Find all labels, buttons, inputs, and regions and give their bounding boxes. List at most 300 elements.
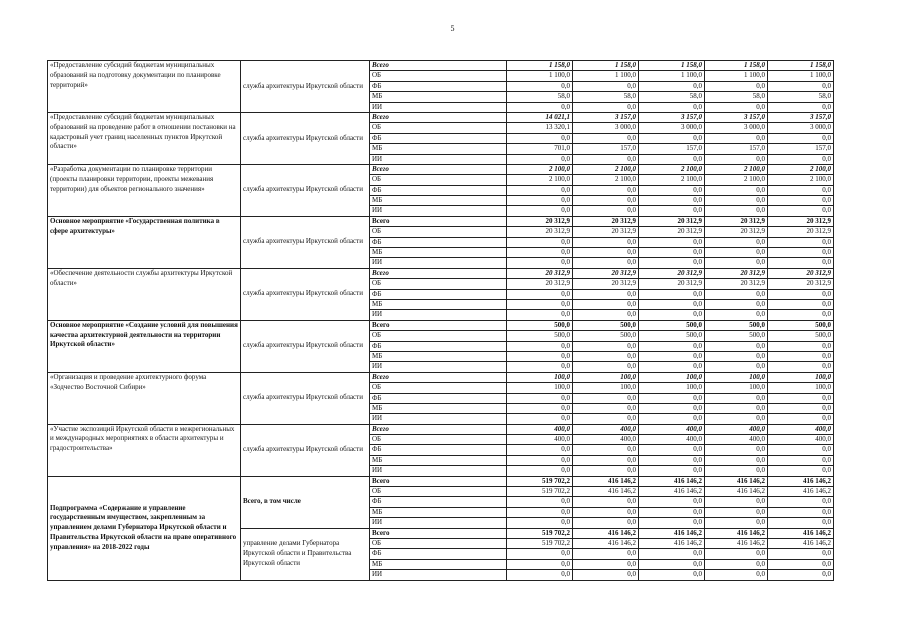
source-label: ФБ: [370, 445, 507, 455]
source-label: Всего: [370, 320, 507, 330]
amount-cell: 0,0: [705, 393, 768, 403]
amount-cell: 3 000,0: [639, 123, 705, 133]
source-label: МБ: [370, 559, 507, 569]
amount-cell: 1 158,0: [705, 61, 768, 71]
amount-cell: 157,0: [705, 144, 768, 154]
amount-cell: 0,0: [768, 237, 834, 247]
source-label: ОБ: [370, 331, 507, 341]
amount-cell: 58,0: [705, 92, 768, 102]
amount-cell: 20 312,9: [768, 216, 834, 226]
amount-cell: 100,0: [705, 372, 768, 382]
amount-cell: 416 146,2: [705, 528, 768, 538]
amount-cell: 0,0: [573, 466, 639, 476]
table-row: [48, 372, 834, 382]
executor: служба архитектуры Иркутской области: [241, 268, 370, 320]
amount-cell: 3 157,0: [768, 112, 834, 122]
amount-cell: 0,0: [705, 102, 768, 112]
amount-cell: 0,0: [705, 248, 768, 258]
amount-cell: 2 100,0: [507, 175, 573, 185]
amount-cell: 0,0: [705, 570, 768, 580]
amount-cell: 0,0: [507, 507, 573, 517]
source-label: ФБ: [370, 497, 507, 507]
amount-cell: 2 100,0: [639, 175, 705, 185]
amount-cell: 400,0: [573, 435, 639, 445]
amount-cell: 0,0: [573, 414, 639, 424]
amount-cell: 0,0: [507, 237, 573, 247]
amount-cell: 0,0: [639, 299, 705, 309]
amount-cell: 0,0: [507, 497, 573, 507]
amount-cell: 0,0: [768, 289, 834, 299]
amount-cell: 0,0: [507, 559, 573, 569]
amount-cell: 0,0: [639, 102, 705, 112]
amount-cell: 0,0: [573, 518, 639, 528]
amount-cell: 0,0: [639, 362, 705, 372]
amount-cell: 0,0: [507, 570, 573, 580]
amount-cell: 416 146,2: [768, 538, 834, 548]
amount-cell: 0,0: [639, 403, 705, 413]
source-label: Всего: [370, 476, 507, 486]
amount-cell: 0,0: [573, 507, 639, 517]
source-label: ФБ: [370, 549, 507, 559]
amount-cell: 20 312,9: [507, 227, 573, 237]
amount-cell: 0,0: [573, 196, 639, 206]
amount-cell: 157,0: [639, 144, 705, 154]
table-row: [48, 320, 834, 330]
amount-cell: 0,0: [768, 393, 834, 403]
amount-cell: 500,0: [639, 331, 705, 341]
amount-cell: 3 157,0: [573, 112, 639, 122]
amount-cell: 0,0: [507, 310, 573, 320]
amount-cell: 0,0: [573, 133, 639, 143]
amount-cell: 58,0: [573, 92, 639, 102]
amount-cell: 0,0: [507, 351, 573, 361]
amount-cell: 0,0: [768, 507, 834, 517]
amount-cell: 400,0: [507, 435, 573, 445]
amount-cell: 0,0: [639, 237, 705, 247]
amount-cell: 100,0: [639, 383, 705, 393]
amount-cell: 416 146,2: [639, 538, 705, 548]
source-label: ОБ: [370, 538, 507, 548]
amount-cell: 1 158,0: [507, 61, 573, 71]
source-label: ИИ: [370, 362, 507, 372]
amount-cell: 0,0: [639, 341, 705, 351]
amount-cell: 0,0: [639, 445, 705, 455]
amount-cell: 0,0: [768, 403, 834, 413]
amount-cell: 0,0: [705, 196, 768, 206]
amount-cell: 0,0: [639, 196, 705, 206]
source-label: ОБ: [370, 227, 507, 237]
source-label: Всего: [370, 528, 507, 538]
amount-cell: 0,0: [768, 466, 834, 476]
source-label: ОБ: [370, 175, 507, 185]
amount-cell: 20 312,9: [573, 268, 639, 278]
amount-cell: 3 000,0: [768, 123, 834, 133]
amount-cell: 1 100,0: [705, 71, 768, 81]
source-label: ОБ: [370, 435, 507, 445]
amount-cell: 0,0: [507, 414, 573, 424]
source-label: Всего: [370, 112, 507, 122]
amount-cell: 0,0: [768, 497, 834, 507]
source-label: МБ: [370, 196, 507, 206]
amount-cell: 0,0: [507, 393, 573, 403]
amount-cell: 0,0: [639, 497, 705, 507]
amount-cell: 400,0: [768, 435, 834, 445]
amount-cell: 2 100,0: [768, 175, 834, 185]
amount-cell: 0,0: [705, 559, 768, 569]
executor: служба архитектуры Иркутской области: [241, 112, 370, 164]
amount-cell: 0,0: [573, 248, 639, 258]
amount-cell: 0,0: [639, 248, 705, 258]
amount-cell: 0,0: [507, 133, 573, 143]
source-label: ИИ: [370, 102, 507, 112]
budget-table: [47, 60, 834, 581]
amount-cell: 0,0: [573, 154, 639, 164]
amount-cell: 0,0: [573, 403, 639, 413]
amount-cell: 0,0: [507, 466, 573, 476]
amount-cell: 0,0: [639, 393, 705, 403]
amount-cell: 0,0: [507, 445, 573, 455]
amount-cell: 2 100,0: [573, 175, 639, 185]
source-label: Всего: [370, 61, 507, 71]
amount-cell: 0,0: [507, 196, 573, 206]
amount-cell: 416 146,2: [768, 487, 834, 497]
amount-cell: 0,0: [639, 154, 705, 164]
amount-cell: 500,0: [507, 320, 573, 330]
amount-cell: 0,0: [639, 185, 705, 195]
amount-cell: 0,0: [705, 341, 768, 351]
amount-cell: 0,0: [768, 559, 834, 569]
amount-cell: 0,0: [768, 206, 834, 216]
amount-cell: 100,0: [507, 383, 573, 393]
amount-cell: 100,0: [768, 383, 834, 393]
amount-cell: 0,0: [705, 549, 768, 559]
table-row: [48, 268, 834, 278]
amount-cell: 3 000,0: [705, 123, 768, 133]
source-label: ИИ: [370, 258, 507, 268]
source-label: ИИ: [370, 154, 507, 164]
amount-cell: 0,0: [639, 549, 705, 559]
source-label: ОБ: [370, 123, 507, 133]
amount-cell: 416 146,2: [639, 487, 705, 497]
amount-cell: 416 146,2: [705, 476, 768, 486]
amount-cell: 3 157,0: [705, 112, 768, 122]
amount-cell: 20 312,9: [639, 227, 705, 237]
amount-cell: 0,0: [768, 133, 834, 143]
source-label: МБ: [370, 455, 507, 465]
amount-cell: 100,0: [768, 372, 834, 382]
amount-cell: 20 312,9: [705, 268, 768, 278]
amount-cell: 14 021,1: [507, 112, 573, 122]
amount-cell: 2 100,0: [639, 164, 705, 174]
amount-cell: 0,0: [768, 185, 834, 195]
amount-cell: 3 157,0: [639, 112, 705, 122]
amount-cell: 0,0: [705, 445, 768, 455]
amount-cell: 0,0: [639, 206, 705, 216]
amount-cell: 416 146,2: [573, 538, 639, 548]
source-label: ОБ: [370, 383, 507, 393]
amount-cell: 0,0: [639, 258, 705, 268]
table-body: [48, 61, 834, 581]
amount-cell: 0,0: [507, 362, 573, 372]
amount-cell: 0,0: [768, 549, 834, 559]
amount-cell: 0,0: [705, 81, 768, 91]
amount-cell: 0,0: [768, 414, 834, 424]
amount-cell: 58,0: [639, 92, 705, 102]
source-label: Всего: [370, 216, 507, 226]
amount-cell: 0,0: [768, 299, 834, 309]
executor: служба архитектуры Иркутской области: [241, 320, 370, 372]
amount-cell: 3 000,0: [573, 123, 639, 133]
amount-cell: 0,0: [573, 258, 639, 268]
amount-cell: 1 100,0: [768, 71, 834, 81]
amount-cell: 0,0: [573, 299, 639, 309]
amount-cell: 0,0: [507, 518, 573, 528]
amount-cell: 0,0: [507, 403, 573, 413]
amount-cell: 500,0: [639, 320, 705, 330]
amount-cell: 0,0: [573, 559, 639, 569]
source-label: ИИ: [370, 206, 507, 216]
amount-cell: 416 146,2: [768, 528, 834, 538]
amount-cell: 13 320,1: [507, 123, 573, 133]
amount-cell: 0,0: [573, 445, 639, 455]
amount-cell: 519 702,2: [507, 538, 573, 548]
amount-cell: 20 312,9: [705, 227, 768, 237]
amount-cell: 416 146,2: [705, 538, 768, 548]
amount-cell: 0,0: [573, 351, 639, 361]
amount-cell: 0,0: [705, 310, 768, 320]
amount-cell: 0,0: [573, 362, 639, 372]
amount-cell: 20 312,9: [507, 279, 573, 289]
amount-cell: 0,0: [768, 341, 834, 351]
amount-cell: 0,0: [705, 185, 768, 195]
source-label: МБ: [370, 248, 507, 258]
executor: служба архитектуры Иркутской области: [241, 424, 370, 476]
amount-cell: 20 312,9: [507, 216, 573, 226]
activity-name: Основное мероприятие «Создание условий для повышения качества архитектурной деятельности на территории Иркутской области»: [48, 320, 241, 372]
amount-cell: 0,0: [705, 414, 768, 424]
amount-cell: 1 158,0: [639, 61, 705, 71]
amount-cell: 416 146,2: [573, 487, 639, 497]
source-label: ФБ: [370, 185, 507, 195]
amount-cell: 0,0: [705, 206, 768, 216]
amount-cell: 2 100,0: [507, 164, 573, 174]
amount-cell: 0,0: [768, 570, 834, 580]
source-label: ИИ: [370, 414, 507, 424]
amount-cell: 0,0: [639, 570, 705, 580]
source-label: Всего: [370, 424, 507, 434]
source-label: Всего: [370, 372, 507, 382]
amount-cell: 0,0: [507, 102, 573, 112]
amount-cell: 400,0: [639, 435, 705, 445]
amount-cell: 0,0: [573, 549, 639, 559]
amount-cell: 20 312,9: [705, 216, 768, 226]
source-label: ФБ: [370, 341, 507, 351]
amount-cell: 500,0: [573, 320, 639, 330]
amount-cell: 416 146,2: [705, 487, 768, 497]
amount-cell: 500,0: [573, 331, 639, 341]
executor: служба архитектуры Иркутской области: [241, 216, 370, 268]
amount-cell: 2 100,0: [573, 164, 639, 174]
amount-cell: 0,0: [768, 154, 834, 164]
source-label: ИИ: [370, 466, 507, 476]
amount-cell: 0,0: [768, 81, 834, 91]
source-label: ИИ: [370, 310, 507, 320]
amount-cell: 58,0: [507, 92, 573, 102]
table-row: [48, 112, 834, 122]
executor: управление делами Губернатора Иркутской области и Правительства Иркутской области: [241, 528, 370, 580]
amount-cell: 0,0: [768, 518, 834, 528]
amount-cell: 2 100,0: [705, 175, 768, 185]
activity-name: «Организация и проведение архитектурного форума «Зодчество Восточной Сибири»: [48, 372, 241, 424]
amount-cell: 0,0: [705, 466, 768, 476]
amount-cell: 20 312,9: [768, 268, 834, 278]
table-row: [48, 164, 834, 174]
amount-cell: 701,0: [507, 144, 573, 154]
amount-cell: 100,0: [507, 372, 573, 382]
amount-cell: 0,0: [705, 299, 768, 309]
amount-cell: 0,0: [507, 206, 573, 216]
source-label: ФБ: [370, 133, 507, 143]
amount-cell: 0,0: [705, 518, 768, 528]
amount-cell: 0,0: [768, 258, 834, 268]
amount-cell: 0,0: [573, 289, 639, 299]
amount-cell: 519 702,2: [507, 528, 573, 538]
table-row: [48, 216, 834, 226]
amount-cell: 0,0: [639, 455, 705, 465]
amount-cell: 0,0: [573, 310, 639, 320]
amount-cell: 0,0: [507, 289, 573, 299]
source-label: Всего: [370, 268, 507, 278]
amount-cell: 20 312,9: [507, 268, 573, 278]
executor: служба архитектуры Иркутской области: [241, 372, 370, 424]
source-label: ФБ: [370, 393, 507, 403]
amount-cell: 20 312,9: [639, 216, 705, 226]
activity-name: «Предоставление субсидий бюджетам муниципальных образований на подготовку документации по планировке территорий»: [48, 61, 241, 113]
amount-cell: 500,0: [705, 331, 768, 341]
amount-cell: 0,0: [507, 549, 573, 559]
amount-cell: 0,0: [768, 445, 834, 455]
amount-cell: 58,0: [768, 92, 834, 102]
amount-cell: 20 312,9: [639, 279, 705, 289]
amount-cell: 500,0: [768, 320, 834, 330]
activity-name: «Предоставление субсидий бюджетам муниципальных образований на проведение работ в отношении постановки на кадастровый учет границ населенных пунктов Иркутской области»: [48, 112, 241, 164]
amount-cell: 100,0: [573, 383, 639, 393]
amount-cell: 416 146,2: [768, 476, 834, 486]
page-number: 5: [450, 24, 455, 33]
amount-cell: 400,0: [639, 424, 705, 434]
source-label: ИИ: [370, 570, 507, 580]
source-label: МБ: [370, 403, 507, 413]
amount-cell: 20 312,9: [705, 279, 768, 289]
amount-cell: 0,0: [573, 455, 639, 465]
source-label: МБ: [370, 507, 507, 517]
amount-cell: 0,0: [768, 310, 834, 320]
source-label: МБ: [370, 92, 507, 102]
amount-cell: 157,0: [768, 144, 834, 154]
amount-cell: 0,0: [768, 362, 834, 372]
amount-cell: 20 312,9: [768, 227, 834, 237]
amount-cell: 100,0: [639, 372, 705, 382]
amount-cell: 1 158,0: [573, 61, 639, 71]
amount-cell: 400,0: [705, 435, 768, 445]
source-label: МБ: [370, 351, 507, 361]
amount-cell: 0,0: [768, 455, 834, 465]
amount-cell: 416 146,2: [573, 476, 639, 486]
amount-cell: 0,0: [507, 154, 573, 164]
amount-cell: 0,0: [639, 559, 705, 569]
amount-cell: 500,0: [768, 331, 834, 341]
source-label: ОБ: [370, 487, 507, 497]
amount-cell: 416 146,2: [573, 528, 639, 538]
source-label: МБ: [370, 299, 507, 309]
amount-cell: 20 312,9: [573, 279, 639, 289]
amount-cell: 0,0: [705, 455, 768, 465]
amount-cell: 0,0: [507, 341, 573, 351]
amount-cell: 1 158,0: [768, 61, 834, 71]
amount-cell: 0,0: [768, 196, 834, 206]
amount-cell: 0,0: [768, 102, 834, 112]
amount-cell: 0,0: [573, 206, 639, 216]
amount-cell: 519 702,2: [507, 487, 573, 497]
source-label: ФБ: [370, 81, 507, 91]
amount-cell: 1 100,0: [507, 71, 573, 81]
amount-cell: 20 312,9: [573, 227, 639, 237]
amount-cell: 0,0: [705, 258, 768, 268]
amount-cell: 0,0: [705, 237, 768, 247]
source-label: ОБ: [370, 279, 507, 289]
amount-cell: 0,0: [573, 237, 639, 247]
amount-cell: 20 312,9: [639, 268, 705, 278]
source-label: ОБ: [370, 71, 507, 81]
amount-cell: 0,0: [768, 351, 834, 361]
subprogram-name: Подпрограмма «Содержание и управление государственным имуществом, закрепленным за управлением делами Губернатора Иркутской области и Правительства Иркутской области на праве оперативного управления» на 2018-2022 годы: [48, 476, 241, 580]
amount-cell: 0,0: [573, 497, 639, 507]
amount-cell: 0,0: [573, 81, 639, 91]
amount-cell: 0,0: [573, 393, 639, 403]
amount-cell: 0,0: [705, 403, 768, 413]
amount-cell: 0,0: [639, 466, 705, 476]
executor: служба архитектуры Иркутской области: [241, 61, 370, 113]
amount-cell: 0,0: [705, 154, 768, 164]
amount-cell: 157,0: [573, 144, 639, 154]
amount-cell: 500,0: [705, 320, 768, 330]
amount-cell: 1 100,0: [639, 71, 705, 81]
table-row: [48, 476, 834, 486]
amount-cell: 500,0: [507, 331, 573, 341]
amount-cell: 0,0: [639, 133, 705, 143]
amount-cell: 0,0: [639, 351, 705, 361]
amount-cell: 20 312,9: [573, 216, 639, 226]
amount-cell: 519 702,2: [507, 476, 573, 486]
amount-cell: 0,0: [705, 497, 768, 507]
amount-cell: 0,0: [573, 570, 639, 580]
executor: служба архитектуры Иркутской области: [241, 164, 370, 216]
amount-cell: 0,0: [705, 362, 768, 372]
amount-cell: 0,0: [507, 258, 573, 268]
amount-cell: 0,0: [639, 81, 705, 91]
amount-cell: 400,0: [705, 424, 768, 434]
amount-cell: 0,0: [507, 455, 573, 465]
amount-cell: 2 100,0: [705, 164, 768, 174]
amount-cell: 0,0: [705, 133, 768, 143]
amount-cell: 100,0: [705, 383, 768, 393]
amount-cell: 400,0: [573, 424, 639, 434]
source-label: ИИ: [370, 518, 507, 528]
amount-cell: 0,0: [507, 185, 573, 195]
amount-cell: 2 100,0: [768, 164, 834, 174]
amount-cell: 0,0: [639, 518, 705, 528]
amount-cell: 100,0: [573, 372, 639, 382]
